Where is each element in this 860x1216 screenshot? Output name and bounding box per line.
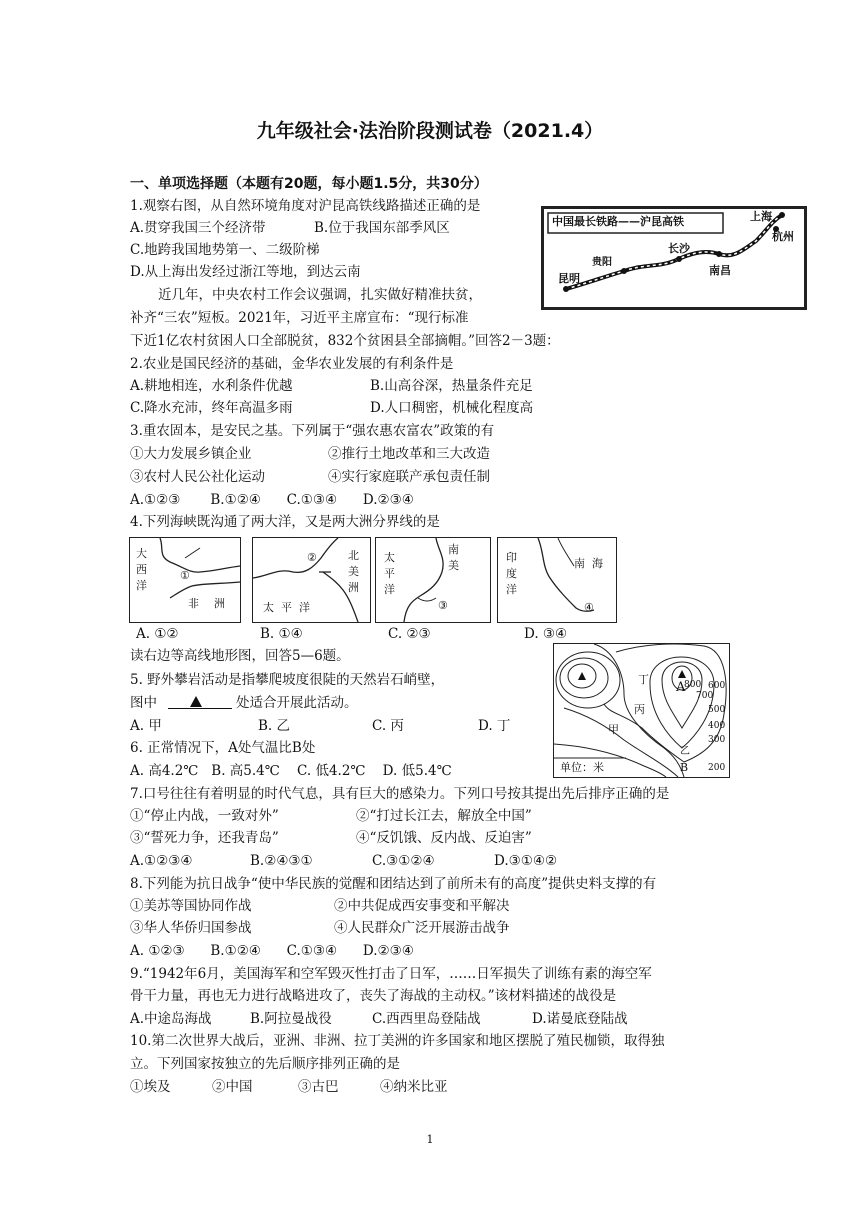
q1-option-c: C.地跨我国地势第一、二级阶梯 xyxy=(130,242,320,258)
point-label-bing: 丙 xyxy=(634,703,645,716)
contour-unit: 单位：米 xyxy=(560,761,604,774)
point-label-ding: 丁 xyxy=(638,673,649,686)
q2-option-a: A.耕地相连，水利条件优越 xyxy=(130,378,293,394)
map-label: 平 xyxy=(384,567,395,580)
map-label: 南 xyxy=(574,557,585,570)
q4-option-c: C. ②③ xyxy=(388,626,431,642)
q4-option-a: A. ①② xyxy=(136,626,179,642)
q9-option-a: A.中途岛海战 xyxy=(130,1011,212,1027)
q9-option-b: B.阿拉曼战役 xyxy=(250,1011,332,1027)
point-label-a: A xyxy=(676,680,686,695)
strait-map-4 xyxy=(497,537,617,623)
strait-map-2 xyxy=(252,537,371,623)
q2-option-c: C.降水充沛，终年高温多雨 xyxy=(130,400,293,416)
city-label: 杭州 xyxy=(772,230,794,243)
q9-option-d: D.诺曼底登陆战 xyxy=(532,1011,628,1027)
point-label-b: B xyxy=(680,761,689,774)
passage-line: 近几年，中央农村工作会议强调，扎实做好精准扶贫， xyxy=(158,287,482,303)
question-9-cont: 骨干力量，再也无力进行战略进攻了，丧失了海战的主动权。”该材料描述的战役是 xyxy=(130,988,617,1004)
q3-item: ③农村人民公社化运动 xyxy=(130,469,265,485)
map-marker: ① xyxy=(180,569,190,582)
q5-option-b: B. 乙 xyxy=(258,718,291,734)
question-5-blank-prefix: 图中 xyxy=(130,695,157,711)
passage-line: 下近1亿农村贫困人口全部脱贫，832个贫困县全部摘帽。”回答2－3题： xyxy=(130,333,560,349)
q5-option-a: A. 甲 xyxy=(130,718,162,734)
map-label: 美 xyxy=(348,565,359,578)
q10-item: ①埃及 xyxy=(130,1079,171,1095)
q8-item: ④人民群众广泛开展游击战争 xyxy=(334,920,510,936)
map-label: 大 xyxy=(136,547,147,560)
q3-options: A.①②③ B.①②④ C.①③④ D.②③④ xyxy=(130,492,414,508)
map-label: 海 xyxy=(592,557,603,570)
map-label: 非 xyxy=(188,597,199,610)
passage-line: 补齐“三农”短板。2021年，习近平主席宣布：“现行标准 xyxy=(130,310,469,326)
page-number: 1 xyxy=(426,1133,434,1146)
map-label: 南 xyxy=(448,543,459,556)
map-label: 美 xyxy=(448,559,459,572)
q9-option-c: C.西西里岛登陆战 xyxy=(372,1011,481,1027)
q8-item: ③华人华侨归国参战 xyxy=(130,920,252,936)
page-title: 九年级社会·法治阶段测试卷（2021.4） xyxy=(256,120,604,142)
rail-map-caption: 中国最长铁路——沪昆高铁 xyxy=(552,215,684,228)
contour-level: 200 xyxy=(708,763,726,773)
question-3: 3.重农固本，是安民之基。下列属于“强农惠农富农”政策的有 xyxy=(130,423,495,439)
question-10-cont: 立。下列国家按独立的先后顺序排列正确的是 xyxy=(130,1056,400,1072)
q6-options: A. 高4.2℃ B. 高5.4℃ C. 低4.2℃ D. 低5.4℃ xyxy=(130,763,452,779)
point-label-yi: 乙 xyxy=(680,746,690,757)
q7-option-b: B.②④③① xyxy=(250,853,313,869)
q10-item: ③古巴 xyxy=(298,1079,339,1095)
q4-option-b: B. ①④ xyxy=(260,626,303,642)
contour-level: 700 xyxy=(696,691,714,701)
question-5: 5. 野外攀岩活动是指攀爬坡度很陡的天然岩石峭壁， xyxy=(130,672,445,688)
map-label: 西 xyxy=(136,563,147,576)
map-marker: ③ xyxy=(438,599,448,612)
contour-level: 600 xyxy=(708,681,726,691)
map-label: 洋 xyxy=(136,579,147,592)
question-2: 2.农业是国民经济的基础，金华农业发展的有利条件是 xyxy=(130,356,454,372)
q5-option-d: D. 丁 xyxy=(478,718,511,734)
instruction-5-6: 读右边等高线地形图，回答5—6题。 xyxy=(130,648,350,664)
section-heading: 一、单项选择题（本题有20题，每小题1.5分，共30分） xyxy=(130,176,488,192)
answer-blank xyxy=(168,708,232,709)
map-label: 洲 xyxy=(348,581,359,594)
question-7: 7.口号往往有着明显的时代气息，具有巨大的感染力。下列口号按其提出先后排序正确的是 xyxy=(130,786,670,802)
map-marker: ④ xyxy=(584,601,594,614)
question-9: 9.“1942年6月，美国海军和空军毁灭性打击了日军，……日军损失了训练有素的海空军 xyxy=(130,966,652,982)
q5-option-c: C. 丙 xyxy=(372,718,404,734)
map-label: 洲 xyxy=(214,597,225,610)
strait-map-1 xyxy=(129,537,241,623)
q7-item: ④“反饥饿、反内战、反迫害” xyxy=(356,830,532,846)
contour-map xyxy=(553,643,730,778)
q7-option-a: A.①②③④ xyxy=(130,853,193,869)
q7-item: ③“誓死力争，还我青岛” xyxy=(130,830,279,846)
q7-option-c: C.③①②④ xyxy=(372,853,435,869)
q3-item: ①大力发展乡镇企业 xyxy=(130,446,252,462)
q10-item: ②中国 xyxy=(212,1079,253,1095)
strait-map-3 xyxy=(375,537,491,623)
q1-option-b: B.位于我国东部季风区 xyxy=(314,220,450,236)
rail-map xyxy=(541,206,807,310)
question-10: 10.第二次世界大战后，亚洲、非洲、拉丁美洲的许多国家和地区摆脱了殖民枷锁，取得独 xyxy=(130,1033,665,1049)
map-label: 洋 xyxy=(299,601,310,614)
question-6: 6. 正常情况下，A处气温比B处 xyxy=(130,740,316,756)
map-marker: ② xyxy=(307,551,317,564)
map-label: 北 xyxy=(348,549,359,562)
map-label: 洋 xyxy=(384,583,395,596)
contour-level: 400 xyxy=(708,721,726,731)
question-1: 1.观察右图，从自然环境角度对沪昆高铁线路描述正确的是 xyxy=(130,198,481,214)
map-label: 度 xyxy=(506,567,517,580)
question-5-blank-suffix: 处适合开展此活动。 xyxy=(236,695,358,711)
q1-option-a: A.贯穿我国三个经济带 xyxy=(130,220,266,236)
q10-item: ④纳米比亚 xyxy=(380,1079,448,1095)
map-label: 太 xyxy=(263,601,274,614)
q7-item: ②“打过长江去，解放全中国” xyxy=(356,808,532,824)
contour-level: 500 xyxy=(708,705,726,715)
map-label: 洋 xyxy=(506,583,517,596)
city-label: 南昌 xyxy=(709,264,731,277)
q3-item: ④实行家庭联产承包责任制 xyxy=(328,469,490,485)
map-label: 太 xyxy=(384,551,395,564)
city-label: 贵阳 xyxy=(592,257,612,268)
q7-option-d: D.③①④② xyxy=(494,853,558,869)
q4-option-d: D. ③④ xyxy=(524,626,568,642)
map-label: 平 xyxy=(281,601,292,614)
city-label: 昆明 xyxy=(558,272,580,285)
q8-item: ②中共促成西安事变和平解决 xyxy=(334,898,510,914)
contour-level: 300 xyxy=(708,735,726,745)
q8-item: ①美苏等国协同作战 xyxy=(130,898,252,914)
q7-item: ①“停止内战，一致对外” xyxy=(130,808,279,824)
q2-option-b: B.山高谷深，热量条件充足 xyxy=(370,378,533,394)
q2-option-d: D.人口稠密，机械化程度高 xyxy=(370,400,534,416)
city-label: 上海 xyxy=(750,210,772,223)
question-8: 8.下列能为抗日战争“使中华民族的觉醒和团结达到了前所未有的高度”提供史料支撑的有 xyxy=(130,876,657,892)
triangle-icon xyxy=(190,696,202,707)
q8-options: A. ①②③ B.①②④ C.①③④ D.②③④ xyxy=(130,943,414,959)
map-label: 印 xyxy=(506,551,517,564)
q3-item: ②推行土地改革和三大改造 xyxy=(328,446,490,462)
city-label: 长沙 xyxy=(668,242,690,255)
point-label-jia: 甲 xyxy=(608,723,619,736)
peak-label: 800 xyxy=(684,680,702,690)
q1-option-d: D.从上海出发经过浙江等地，到达云南 xyxy=(130,264,361,280)
question-4: 4.下列海峡既沟通了两大洋，又是两大洲分界线的是 xyxy=(130,514,440,530)
